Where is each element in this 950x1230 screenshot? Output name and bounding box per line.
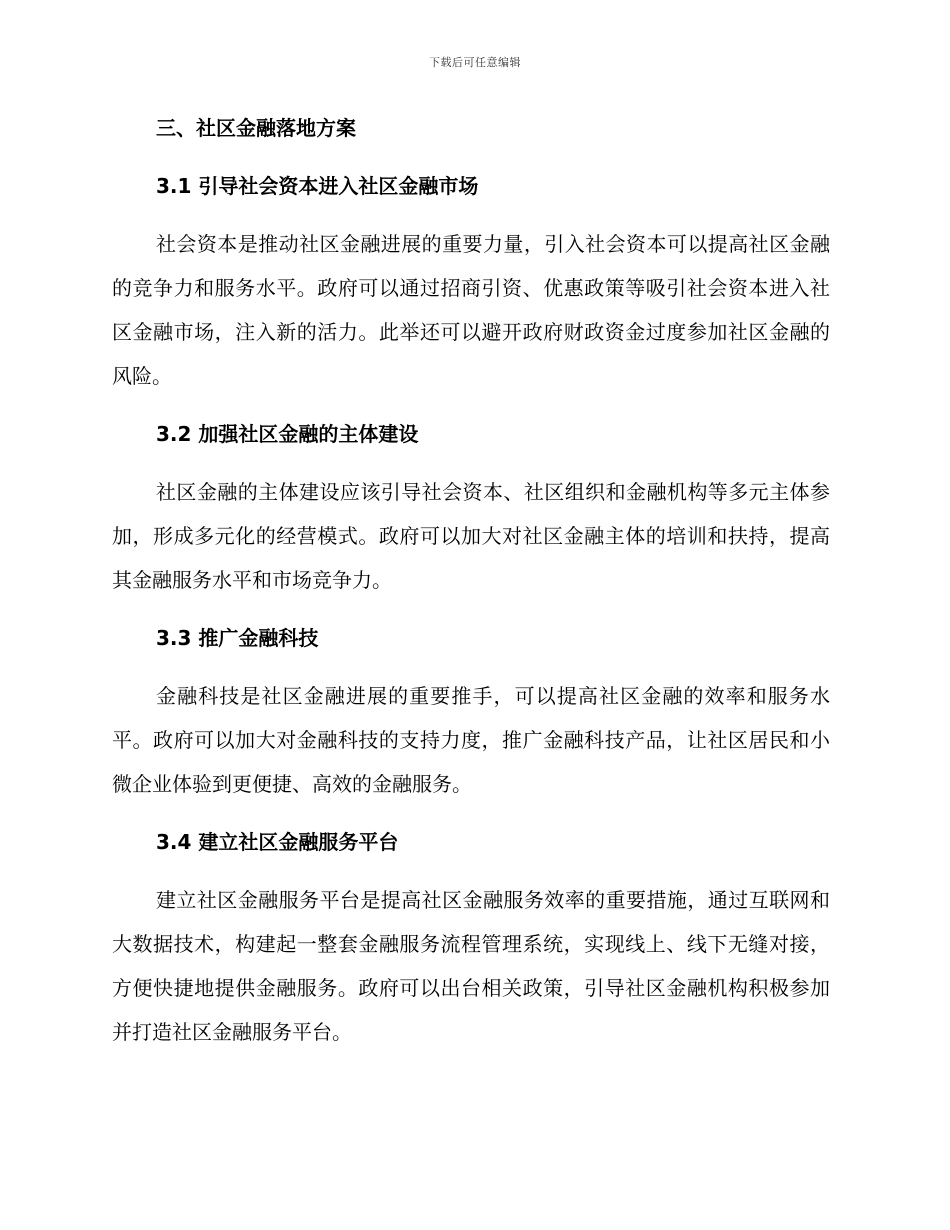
- page-header: 下载后可任意编辑: [429, 56, 521, 69]
- paragraph-3-4: 建立社区金融服务平台是提高社区金融服务效率的重要措施，通过互联网和大数据技术，构建起一整套金融服务流程管理系统，实现线上、线下无缝对接，方便快捷地提供金融服务。政府可以出台相关政策，引导社区金融机构积极参加并打造社区金融服务平台。: [112, 888, 830, 1044]
- subsection-title-3-2: 3.2 加强社区金融的主体建设: [156, 422, 419, 446]
- paragraph-3-1: 社会资本是推动社区金融进展的重要力量，引入社会资本可以提高社区金融的竞争力和服务水平。政府可以通过招商引资、优惠政策等吸引社会资本进入社区金融市场，注入新的活力。此举还可以避开政府财政资金过度参加社区金融的风险。: [112, 232, 830, 388]
- subsection-title-3-4: 3.4 建立社区金融服务平台: [156, 830, 399, 854]
- subsection-title-3-1: 3.1 引导社会资本进入社区金融市场: [156, 174, 479, 198]
- paragraph-3-3: 金融科技是社区金融进展的重要推手，可以提高社区金融的效率和服务水平。政府可以加大对金融科技的支持力度，推广金融科技产品，让社区居民和小微企业体验到更便捷、高效的金融服务。: [112, 684, 830, 796]
- document-body: [112, 112, 830, 1074]
- subsection-title-3-3: 3.3 推广金融科技: [156, 626, 319, 650]
- paragraph-3-2: 社区金融的主体建设应该引导社会资本、社区组织和金融机构等多元主体参加，形成多元化的经营模式。政府可以加大对社区金融主体的培训和扶持，提高其金融服务水平和市场竞争力。: [112, 480, 830, 592]
- section-title: 三、社区金融落地方案: [156, 116, 356, 140]
